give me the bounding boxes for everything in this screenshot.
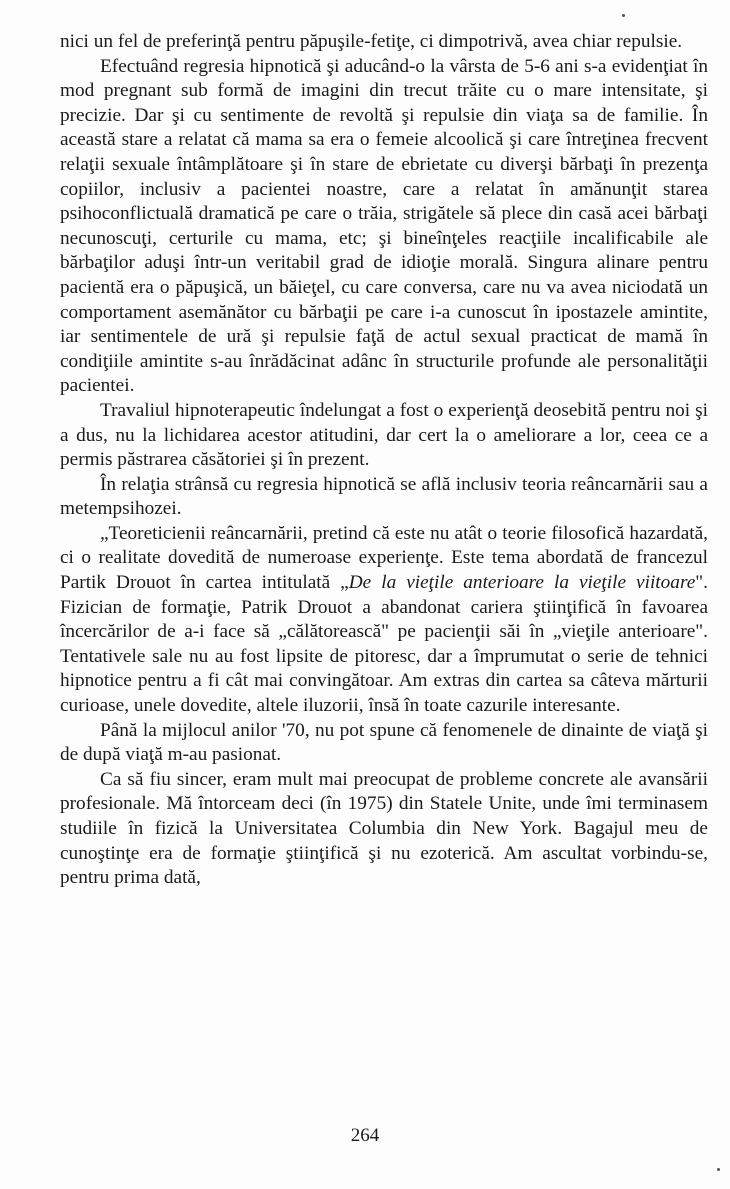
paragraph-6: Până la mijlocul anilor '70, nu pot spune că fenomenele de dinainte de viaţă şi de după viaţă m-au pasionat. xyxy=(60,719,708,766)
paragraph-5 xyxy=(60,522,708,719)
page-number: 264 xyxy=(350,1125,380,1146)
paragraph-7: Ca să fiu sincer, eram mult mai preocupat de probleme concrete ale avansării profesionale. Mă întorceam deci (în 1975) din Statele Unite, unde îmi terminasem studiile în fizică la Universitatea Columbia din New York. Bagajul meu de cunoştinţe era de formaţie ştiinţifică şi nu ezoterică. Am ascultat vorbindu-se, pentru prima dată, xyxy=(60,768,708,889)
paragraph-2: Efectuând regresia hipnotică şi aducând-o la vârsta de 5-6 ani s-a evidenţiat în mod pregnant sub formă de imagini din trecut trăite cu o mare intensitate, şi precizie. Dar şi cu sentimente de revoltă şi repulsie din viaţa sa de familie. În această stare a relatat că mama sa era o femeie alcoolică şi care întreţinea frecvent relaţii sexuale întâmplătoare şi în stare de ebrietate cu diverşi bărbaţi în prezenţa copiilor, inclusiv a pacientei noastre, care a relatat în amănunţit starea psihoconflictuală dramatică pe care o trăia, strigătele să plece din casă acei bărbaţi necunoscuţi, certurile cu mama, etc; şi bineînţeles reacţiile incalificabile ale bărbaţilor aduşi într-un veritabil grad de idioţie morală. Singura alinare pentru pacientă era o păpuşică, un băieţel, cu care conversa, care nu va avea niciodată un comportament asemănător cu bărbaţii pe care i-a cunoscut în ipostazele amintite, iar sentimentele de ură şi repulsie faţă de actul sexual practicat de mamă în condiţiile amintite s-au înrădăcinat adânc în structurile profunde ale personalităţii pacientei. xyxy=(60,55,708,397)
paragraph-5-text-b: ". Fizician de formaţie, Patrik Drouot a abandonat cariera ştiinţifică în favoarea încercărilor de a-i face să „călătorească" pe pacienţii săi în „vieţile anterioare". Tentativele sale nu au fost lipsite de pitoresc, dar a împrumutat o serie de tehnici hipnotice pentru a fi cât mai convingătoar. Am extras din cartea sa câteva mărturii curioase, unele dovedite, altele iluzorii, însă în toate cazurile interesante. xyxy=(60,572,708,717)
paragraph-1: nici un fel de preferinţă pentru păpuşile-fetiţe, ci dimpotrivă, avea chiar repulsie. xyxy=(60,31,683,52)
paragraph-4: În relaţia strânsă cu regresia hipnotică se află inclusiv teoria reâncarnării sau a metempsihozei. xyxy=(60,473,708,520)
scan-speck xyxy=(717,1168,720,1171)
body-text xyxy=(60,30,708,891)
paragraph-5-text-a: „Teoreticienii reâncarnării, pretind că este nu atât o teorie filosofică hazardată, ci o realitate dovedită de numeroase experienţe. Este tema abordată de francezul Partik Drouot în cartea intitulată „ xyxy=(60,522,708,594)
book-title-italic: De la vieţile anterioare la vieţile viitoare xyxy=(348,572,696,594)
scan-speck xyxy=(622,14,625,17)
paragraph-3: Travaliul hipnoterapeutic îndelungat a fost o experienţă deosebită pentru noi şi a dus, nu la lichidarea acestor atitudini, dar cert la o ameliorare a lor, ceea ce a permis păstrarea căsătoriei şi în prezent. xyxy=(60,399,708,471)
